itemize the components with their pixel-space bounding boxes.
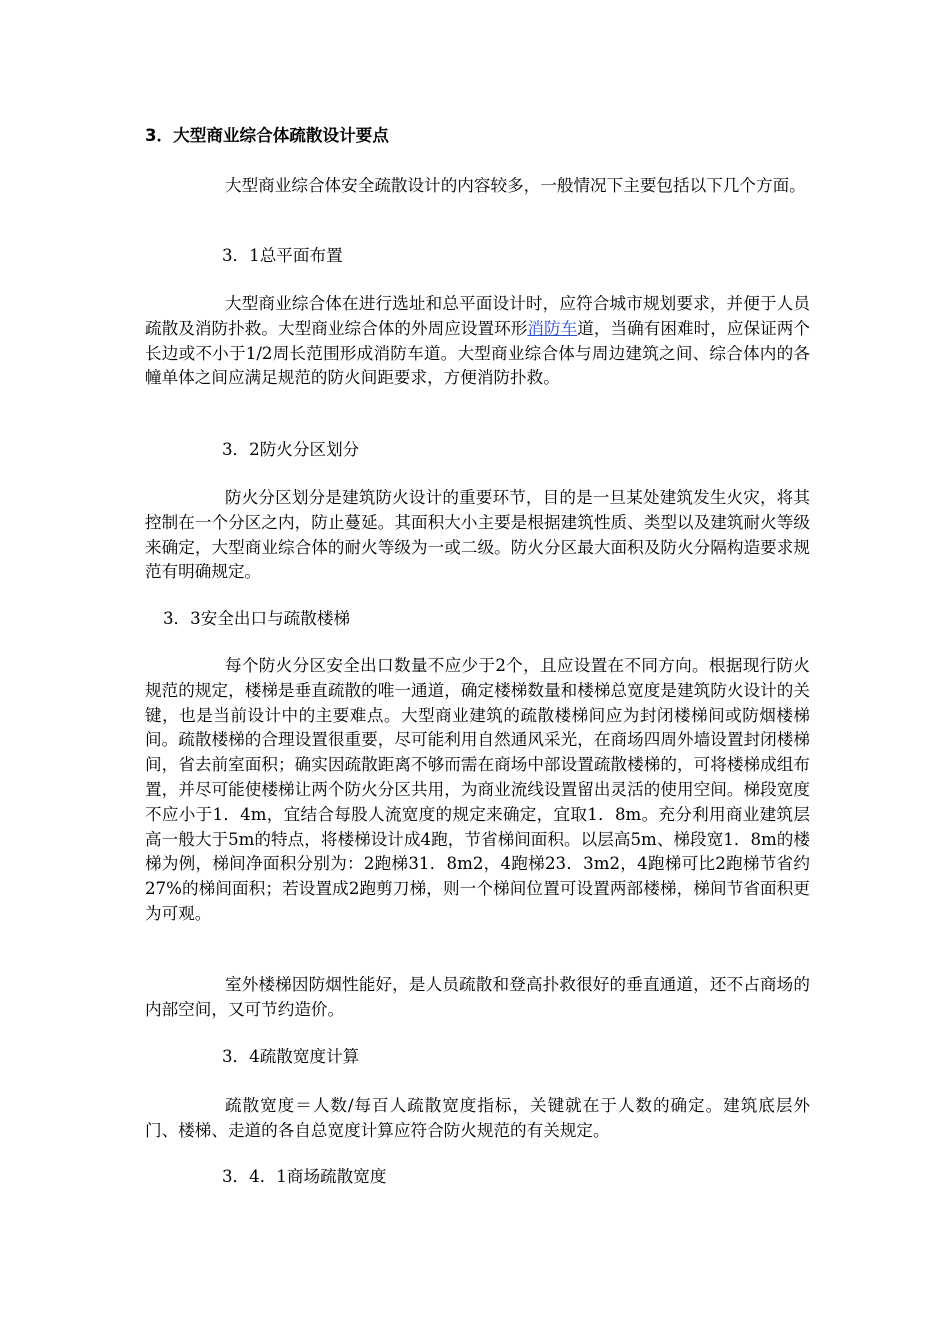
intro-paragraph: 大型商业综合体安全疏散设计的内容较多，一般情况下主要包括以下几个方面。 bbox=[225, 176, 806, 195]
section-3-3-paragraph-1: 每个防火分区安全出口数量不应少于2个，且应设置在不同方向。根据现行防火规范的规定，楼梯是垂直疏散的唯一通道，确定楼梯数量和楼梯总宽度是建筑防火设计的关键，也是当前设计中的主要难点。大型商业建筑的疏散楼梯间应为封闭楼梯间或防烟楼梯间。疏散楼梯的合理设置很重要，尽可能利用自然通风采光，在商场四周外墙设置封闭楼梯间，省去前室面积；确实因疏散距离不够而需在商场中部设置疏散楼梯的，可将楼梯成组布置，并尽可能使楼梯让两个防火分区共用，为商业流线设置留出灵活的使用空间。梯段宽度不应小于1．4m，宜结合每股人流宽度的规定来确定，宜取1．8m。充分利用商业建筑层高一般大于5m的特点，将楼梯设计成4跑，节省梯间面积。以层高5m、梯段宽1．8m的楼梯为例，梯间净面积分别为：2跑梯31．8m2，4跑梯23．3m2，4跑梯可比2跑梯节省约27%的梯间面积；若设置成2跑剪刀梯，则一个梯间位置可设置两部楼梯，梯间节省面积更为可观。 bbox=[145, 656, 810, 923]
section-3-1-text-a: 大型商业综合体在进行选址和总平面设计时，应符合城市规划要求，并便于人员疏散及消防扑救。大型商业综合体的外周应设置环形 bbox=[145, 294, 810, 338]
section-3-4-paragraph: 疏散宽度＝人数/每百人疏散宽度指标，关键就在于人数的确定。建筑底层外门、楼梯、走道的各自总宽度计算应符合防火规范的有关规定。 bbox=[145, 1096, 810, 1140]
section-3-1-paragraph bbox=[145, 292, 810, 391]
section-3-2-paragraph: 防火分区划分是建筑防火设计的重要环节，目的是一旦某处建筑发生火灾，将其控制在一个分区之内，防止蔓延。其面积大小主要是根据建筑性质、类型以及建筑耐火等级来确定，大型商业综合体的耐火等级为一或二级。防火分区最大面积及防火分隔构造要求规范有明确规定。 bbox=[145, 488, 810, 582]
section-3-3-paragraph-2: 室外楼梯因防烟性能好，是人员疏散和登高扑救很好的垂直通道，还不占商场的内部空间，又可节约造价。 bbox=[145, 975, 810, 1019]
section-3-4-1-title: 3．4．1商场疏散宽度 bbox=[222, 1167, 387, 1186]
section-3-1-title: 3．1总平面布置 bbox=[222, 246, 343, 265]
section-3-2-title: 3．2防火分区划分 bbox=[222, 440, 360, 459]
section-3-4-title: 3．4疏散宽度计算 bbox=[222, 1047, 360, 1066]
fire-lane-link[interactable]: 消防车 bbox=[527, 318, 578, 338]
section-heading: 3．大型商业综合体疏散设计要点 bbox=[145, 126, 389, 145]
section-3-3-title: 3．3安全出口与疏散楼梯 bbox=[163, 609, 351, 628]
section-3-1-text-b: 道，当确有困难时，应保证两个长边或不小于1/2周长范围形成消防车道。大型商业综合体与周边建筑之间、综合体内的各幢单体之间应满足规范的防火间距要求，方便消防扑救。 bbox=[145, 318, 811, 388]
